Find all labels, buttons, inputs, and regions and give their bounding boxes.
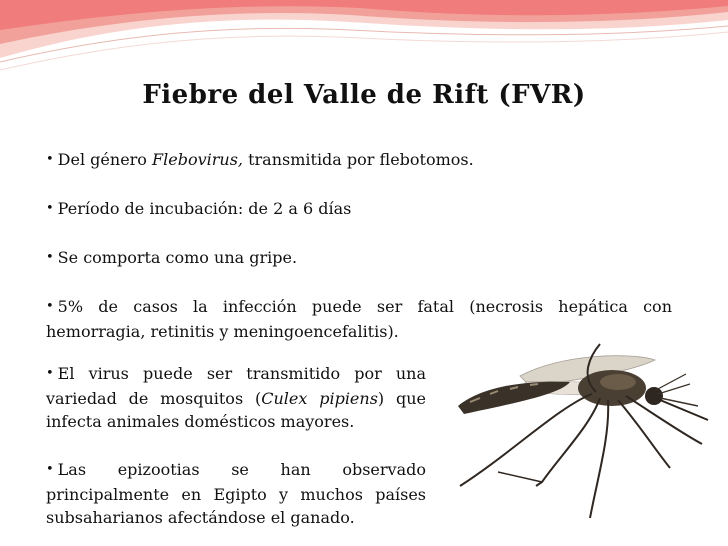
bullet-genus bbox=[46, 148, 672, 173]
bullet-marker: • bbox=[46, 152, 54, 167]
bullet-flu bbox=[46, 246, 672, 271]
bullet-marker: • bbox=[46, 299, 54, 314]
bullet-marker: • bbox=[46, 462, 54, 477]
bullet-epizootics-text: Las epizootias se han observado principalmente en Egipto y muchos países subsaharianos afectándose el ganado. bbox=[46, 460, 426, 527]
bullet-transmission-text-end: ) que infecta animales domésticos mayores. bbox=[46, 389, 427, 431]
bullet-fatal-text: 5% de casos la infección puede ser fatal (necrosis hepática con hemorragia, retinitis y meningoencefalitis). bbox=[46, 297, 672, 341]
bullet-incubation bbox=[46, 197, 672, 222]
mosquito-icon bbox=[440, 336, 720, 536]
bullet-genus-text: Del género bbox=[57, 150, 153, 169]
header-wave-decoration bbox=[0, 0, 728, 80]
bullet-flu-text: Se comporta como una gripe. bbox=[57, 248, 298, 267]
bullet-transmission bbox=[46, 362, 426, 433]
bullet-genus-italic: Flebovirus, bbox=[152, 150, 243, 169]
slide-title: Fiebre del Valle de Rift (FVR) bbox=[142, 80, 586, 110]
bullet-incubation-text: Período de incubación: de 2 a 6 días bbox=[57, 199, 352, 218]
bullet-transmission-text: El virus puede ser transmitido por una variedad de mosquitos ( bbox=[46, 364, 426, 408]
bullet-genus-text-end: transmitida por flebotomos. bbox=[243, 150, 474, 169]
bullet-epizootics bbox=[46, 458, 426, 529]
bullet-marker: • bbox=[46, 201, 54, 216]
bullet-marker: • bbox=[46, 250, 54, 265]
bullet-transmission-italic: Culex pipiens bbox=[261, 389, 378, 408]
bullet-marker: • bbox=[46, 366, 54, 381]
